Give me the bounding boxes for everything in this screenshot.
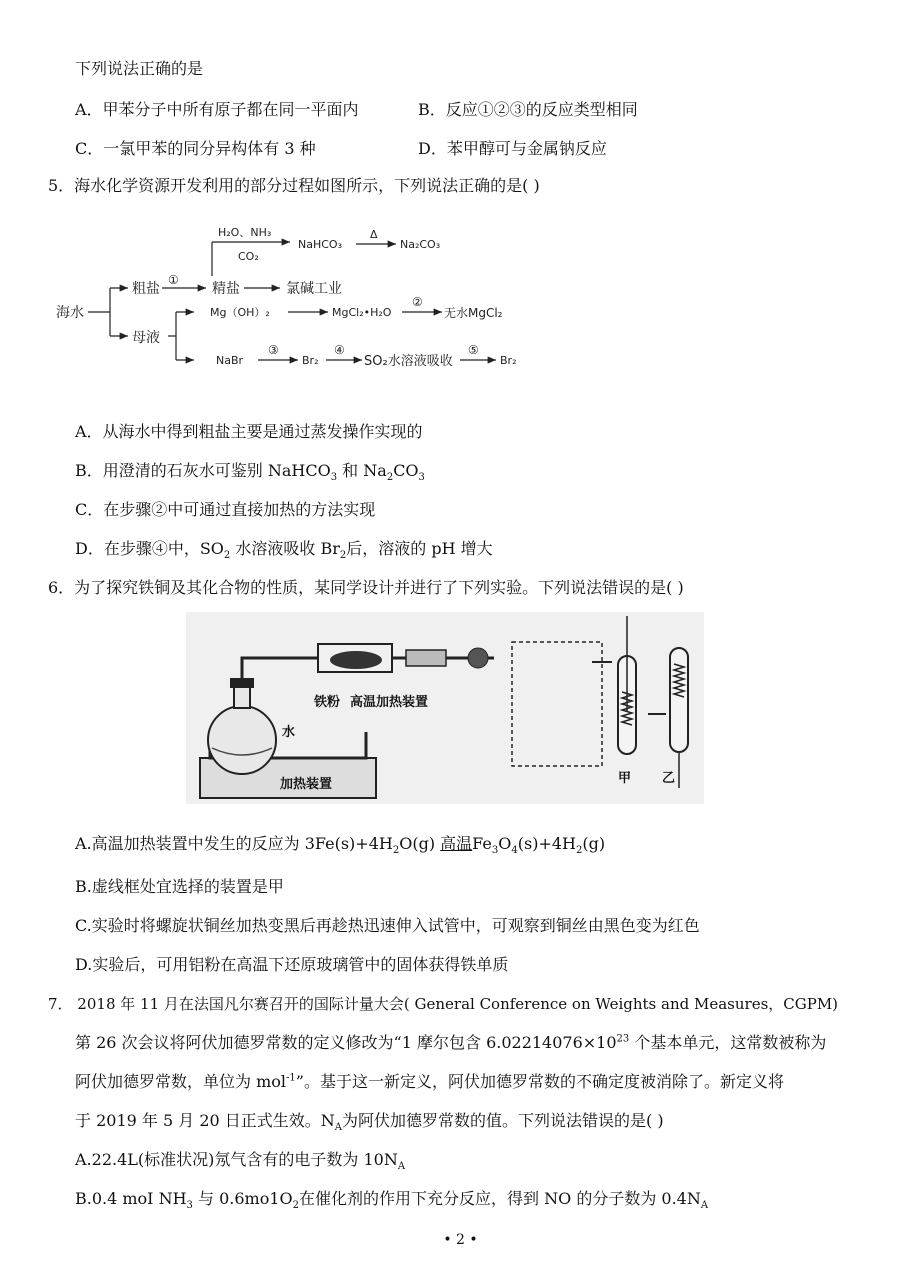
step1-label: ①: [168, 273, 179, 287]
step4-label: ④: [334, 343, 345, 357]
q7-line2: 第 26 次会议将阿伏加德罗常数的定义修改为“1 摩尔包含 $6.02214076\times 10^{23}$ 个基本单元，这常数被称为: [75, 1033, 827, 1052]
mgoh2-label: Mg（OH）₂: [210, 306, 270, 319]
reaction-condition: 高温: [440, 834, 473, 853]
delta-label: Δ: [370, 228, 378, 241]
tube-yi: [670, 648, 688, 752]
page-number: • 2 •: [443, 1232, 478, 1248]
stopper: [230, 678, 254, 688]
q6-option-b: B.虚线框处宜选择的装置是甲: [75, 877, 284, 896]
nahco3-label: NaHCO₃: [298, 238, 342, 251]
delivery-tube: [242, 658, 274, 678]
mother-liquor-label: 母液: [132, 330, 160, 346]
yi-label: 乙: [662, 771, 676, 786]
apparatus-svg: [186, 612, 704, 804]
q5-option-b: B．用澄清的石灰水可鉴别 NaHCO$_3$ 和 $Na_2CO_3$: [75, 461, 425, 484]
q7-line1: 7． 2018 年 11 月在法国凡尔赛召开的国际计量大会( General Conference on Weights and Measures，CGPM): [48, 995, 839, 1013]
q4-option-a: A．甲苯分子中所有原子都在同一平面内: [75, 100, 359, 119]
q7-line3: 阿伏加德罗常数，单位为 mol$^{-1}$”。基于这一新定义，阿伏加德罗常数的不确定度被消除了。新定义将: [75, 1072, 784, 1091]
reagents-top-label: H₂O、NH₃: [218, 226, 272, 239]
iron-powder-label: 铁粉: [314, 695, 341, 710]
q6-stem: 6．为了探究铁铜及其化合物的性质，某同学设计并进行了下列实验。下列说法错误的是( ): [48, 578, 684, 597]
iron-powder: [330, 651, 382, 669]
q6-option-d: D.实验后，可用铝粉在高温下还原玻璃管中的固体获得铁单质: [75, 955, 509, 974]
q5-option-a: A．从海水中得到粗盐主要是通过蒸发操作实现的: [75, 422, 423, 441]
co2-label: CO₂: [238, 250, 259, 263]
dashed-box: [512, 642, 602, 766]
step2-label: ②: [412, 295, 423, 309]
q7-line4: 于 2019 年 5 月 20 日正式生效。$N_A$为阿伏加德罗常数的值。下列说法错误的是( ): [75, 1111, 664, 1134]
step5-label: ⑤: [468, 343, 479, 357]
round-flask: [208, 706, 276, 774]
mgcl2h2o-label: MgCl₂•H₂O: [332, 306, 392, 319]
br2-b-label: Br₂: [500, 354, 517, 367]
step3-label: ③: [268, 343, 279, 357]
q4-option-b: B．反应①②③的反应类型相同: [418, 100, 638, 119]
jia-label: 甲: [618, 771, 632, 786]
br2-a-label: Br₂: [302, 354, 319, 367]
seawater-flow-diagram: [50, 212, 570, 390]
na2co3-label: Na₂CO₃: [400, 238, 441, 251]
q4-prompt: 下列说法正确的是: [75, 59, 204, 78]
q5-option-d: D．在步骤④中，$SO_2$ 水溶液吸收 $Br_2$后，溶液的 pH 增大: [75, 539, 493, 562]
chlor-alkali-label: 氯碱工业: [286, 281, 342, 297]
water-label: 水: [282, 725, 296, 740]
crude-salt-label: 粗盐: [132, 281, 160, 297]
connector: [406, 650, 446, 666]
heating-device-label: 加热装置: [280, 777, 333, 792]
nabr-label: NaBr: [216, 354, 244, 367]
high-temp-device-label: 高温加热装置: [350, 695, 429, 710]
anhydrous-mgcl2-label: 无水MgCl₂: [444, 306, 503, 320]
seawater-label: 海水: [56, 305, 84, 321]
drying-bulb: [468, 648, 488, 668]
so2-absorb-label: SO₂水溶液吸收: [364, 354, 453, 369]
q5-stem: 5．海水化学资源开发利用的部分过程如图所示，下列说法正确的是( ): [48, 176, 540, 195]
experiment-apparatus-figure: [186, 612, 704, 804]
q4-option-d: D．苯甲醇可与金属钠反应: [418, 139, 607, 158]
q5-option-c: C．在步骤②中可通过直接加热的方法实现: [75, 500, 376, 519]
q7-option-b: B.0.4 moI $NH_3$ 与 $0.6mo1O_2$在催化剂的作用下充分反应，得到 NO 的分子数为 $0.4N_A$: [75, 1189, 709, 1212]
q6-option-a: A.高温加热装置中发生的反应为 $3Fe(s)+4H_2O(g)$ 高温$Fe_3O_4(s)+4H_2(g)$: [75, 834, 606, 857]
flow-diagram-svg: [50, 212, 570, 390]
refined-salt-label: 精盐: [212, 281, 240, 297]
q4-option-c: C．一氯甲苯的同分异构体有 3 种: [75, 139, 316, 158]
q6-option-c: C.实验时将螺旋状铜丝加热变黑后再趁热迅速伸入试管中，可观察到铜丝由黑色变为红色: [75, 916, 700, 935]
q7-option-a: A.22.4L(标准状况)氖气含有的电子数为 $10N_A$: [75, 1150, 406, 1173]
